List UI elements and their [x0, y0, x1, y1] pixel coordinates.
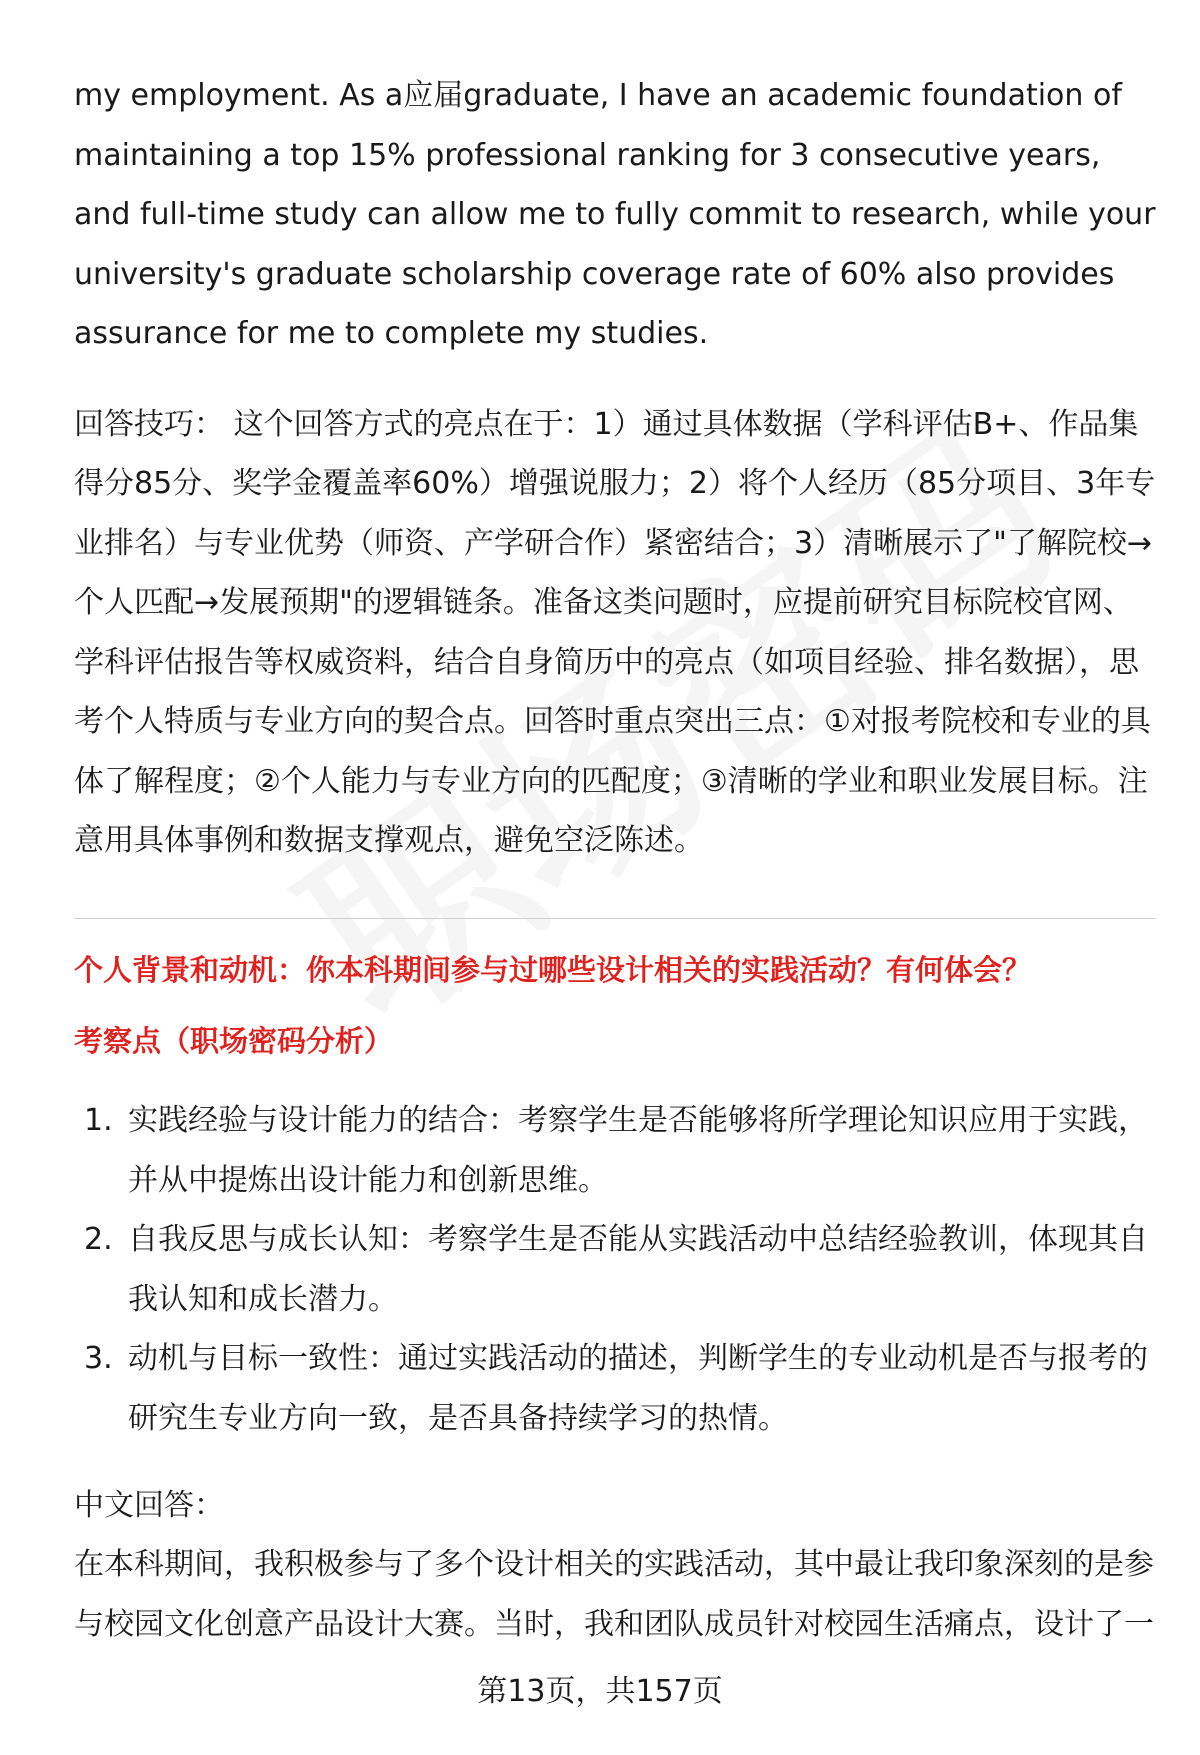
list-item: [74, 1329, 1156, 1448]
list-item-number: 1.: [84, 1103, 113, 1138]
list-item-text: 动机与目标一致性：通过实践活动的描述，判断学生的专业动机是否与报考的研究生专业方向一致，是否具备持续学习的热情。: [128, 1341, 1148, 1436]
page-footer: 第13页，共157页: [477, 1674, 723, 1709]
page-content: [74, 66, 1156, 871]
intro-paragraph: my employment. As a应届graduate, I have an academic foundation of maintaining a top 15% professional ranking for 3 consecutive years, and full-time study can allow me to fully commit to research, while your university's graduate scholarship coverage rate of 60% also provides assurance for me to complete my studies.: [74, 78, 1156, 351]
list-item-text: 实践经验与设计能力的结合：考察学生是否能够将所学理论知识应用于实践，并从中提炼出设计能力和创新思维。: [128, 1103, 1148, 1198]
list-item: [74, 1210, 1156, 1329]
tips-paragraph: 回答技巧： 这个回答方式的亮点在于：1）通过具体数据（学科评估B+、作品集得分85分、奖学金覆盖率60%）增强说服力；2）将个人经历（85分项目、3年专业排名）与专业优势（师资、产学研合作）紧密结合；3）清晰展示了"了解院校→个人匹配→发展预期"的逻辑链条。准备这类问题时，应提前研究目标院校官网、学科评估报告等权威资料，结合自身简历中的亮点（如项目经验、排名数据），思考个人特质与专业方向的契合点。回答时重点突出三点：①对报考院校和专业的具体了解程度；②个人能力与专业方向的匹配度；③清晰的学业和职业发展目标。注意用具体事例和数据支撑观点，避免空泛陈述。: [74, 406, 1156, 858]
list-item-text: 自我反思与成长认知：考察学生是否能从实践活动中总结经验教训，体现其自我认知和成长潜力。: [128, 1222, 1148, 1317]
chinese-answer-text: 在本科期间，我积极参与了多个设计相关的实践活动，其中最让我印象深刻的是参与校园文化创意产品设计大赛。当时，我和团队成员针对校园生活痛点，设计了一: [74, 1547, 1154, 1642]
list-item-number: 3.: [84, 1341, 113, 1376]
section-divider: [74, 918, 1156, 919]
question-title: 个人背景和动机：你本科期间参与过哪些设计相关的实践活动？有何体会？: [74, 953, 1032, 987]
question-subtitle: 考察点（职场密码分析）: [74, 1024, 394, 1058]
chinese-answer-label: 中文回答：: [74, 1488, 224, 1523]
list-item: [74, 1091, 1156, 1210]
assessment-list: [74, 1091, 1156, 1448]
list-item-number: 2.: [84, 1222, 113, 1257]
